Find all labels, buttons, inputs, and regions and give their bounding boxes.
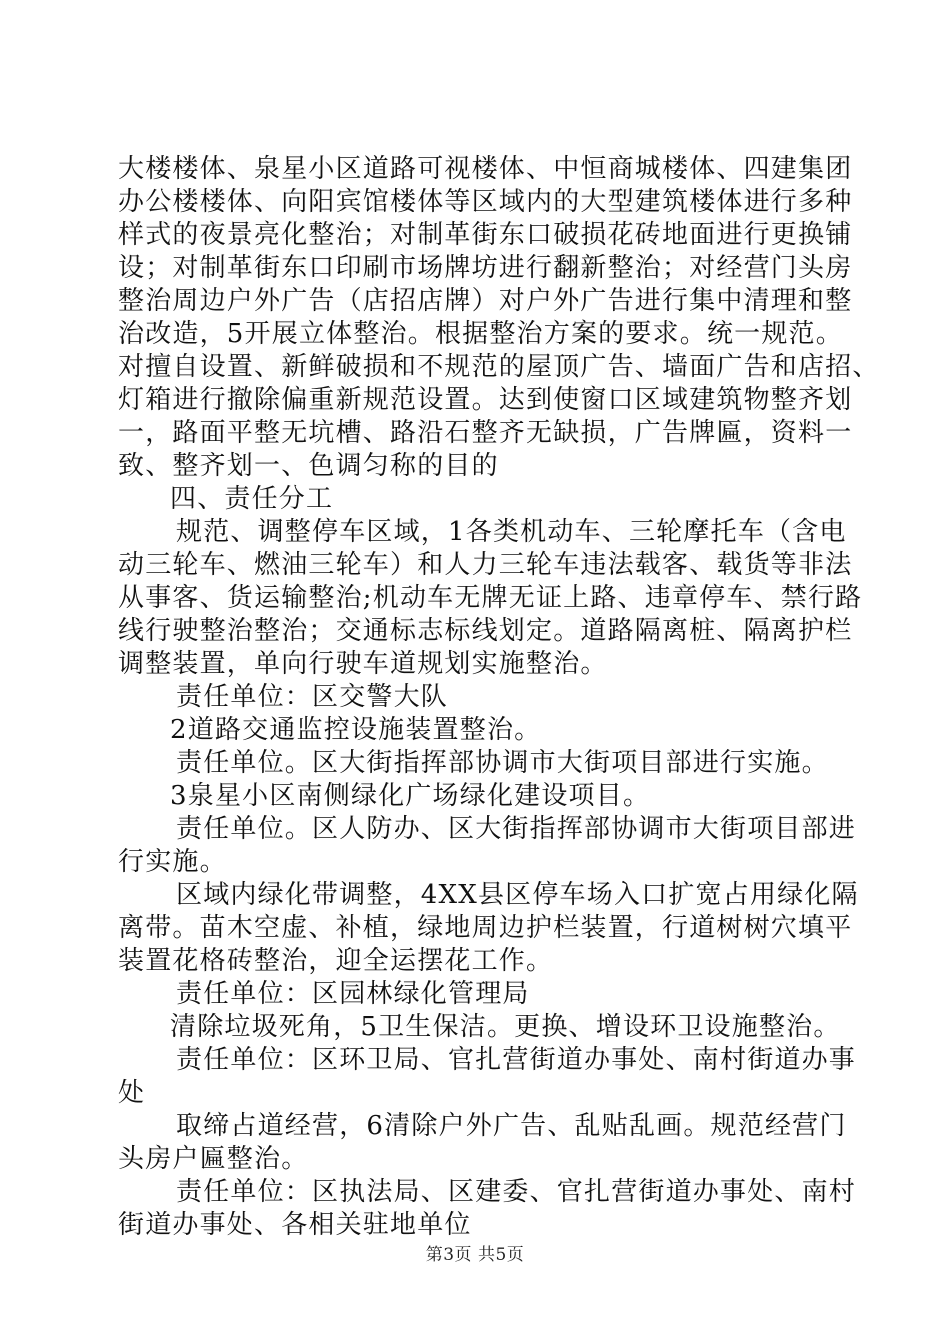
document-body: [118, 153, 880, 1242]
responsibility-line: 责任单位：区执法局、区建委、官扎营街道办事处、南村: [176, 1177, 857, 1207]
text-line: 整治周边户外广告（店招店牌）对户外广告进行集中清理和整: [118, 286, 853, 316]
text-line: 调整装置，单向行驶车道规划实施整治。: [118, 649, 608, 679]
responsibility-line: 责任单位。区人防办、区大街指挥部协调市大街项目部进: [176, 814, 857, 844]
text-line: 灯箱进行撤除偏重新规范设置。达到使窗口区域建筑物整齐划: [118, 385, 853, 415]
text-line: 一，路面平整无坑槽、路沿石整齐无缺损，广告牌匾，资料一: [118, 418, 853, 448]
text-line: 3泉星小区南侧绿化广场绿化建设项目。: [170, 781, 651, 811]
text-line: 取缔占道经营，6清除户外广告、乱贴乱画。规范经营门: [176, 1111, 847, 1141]
text-line: 清除垃圾死角，5卫生保洁。更换、增设环卫设施整治。: [170, 1012, 841, 1042]
text-line: 离带。苗木空虚、补植，绿地周边护栏装置，行道树树穴填平: [118, 913, 853, 943]
responsibility-line: 责任单位：区交警大队: [176, 682, 449, 712]
text-line: 2道路交通监控设施装置整治。: [170, 715, 542, 745]
text-line: 治改造，5开展立体整治。根据整治方案的要求。统一规范。: [118, 319, 843, 349]
text-line: 对擅自设置、新鲜破损和不规范的屋顶广告、墙面广告和店招、: [118, 352, 880, 382]
text-line: 规范、调整停车区域，1各类机动车、三轮摩托车（含电: [176, 517, 847, 547]
text-line: 致、整齐划一、色调匀称的目的: [118, 451, 499, 481]
responsibility-line: 责任单位：区园林绿化管理局: [176, 979, 530, 1009]
text-line: 动三轮车、燃油三轮车）和人力三轮车违法载客、载货等非法: [118, 550, 853, 580]
text-line: 处: [118, 1078, 146, 1108]
responsibility-line: 责任单位。区大街指挥部协调市大街项目部进行实施。: [176, 748, 829, 778]
text-line: 头房户匾整治。: [118, 1144, 309, 1174]
text-line: 装置花格砖整治，迎全运摆花工作。: [118, 946, 554, 976]
responsibility-line: 责任单位：区环卫局、官扎营街道办事处、南村街道办事: [176, 1045, 857, 1075]
text-line: 办公楼楼体、向阳宾馆楼体等区域内的大型建筑楼体进行多种: [118, 187, 853, 217]
section-heading: 四、责任分工: [170, 484, 334, 514]
text-line: 样式的夜景亮化整治；对制革街东口破损花砖地面进行更换铺: [118, 220, 853, 250]
text-line: 设；对制革街东口印刷市场牌坊进行翻新整治；对经营门头房: [118, 253, 853, 283]
text-line: 从事客、货运输整治;机动车无牌无证上路、违章停车、禁行路: [118, 583, 863, 613]
text-line: 街道办事处、各相关驻地单位: [118, 1210, 472, 1240]
text-line: 线行驶整治整治；交通标志标线划定。道路隔离桩、隔离护栏: [118, 616, 853, 646]
text-line: 区域内绿化带调整，4XX县区停车场入口扩宽占用绿化隔: [176, 880, 859, 910]
text-line: 行实施。: [118, 847, 227, 877]
text-line: 大楼楼体、泉星小区道路可视楼体、中恒商城楼体、四建集团: [118, 154, 853, 184]
page-footer: 第3页 共5页: [425, 1245, 525, 1265]
